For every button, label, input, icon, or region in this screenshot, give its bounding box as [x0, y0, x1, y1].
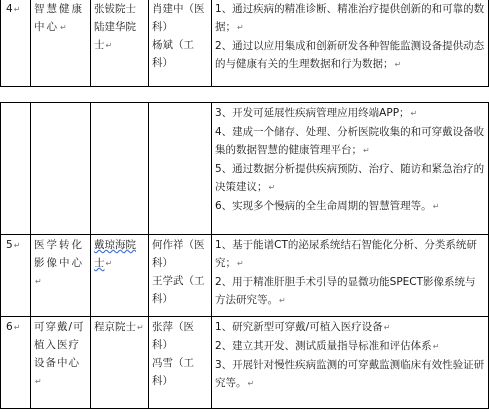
task-item: 2、通过以应用集成和创新研发各种智能监测设备提供动态的与健康有关的生理数据和行为数据；↵: [215, 40, 485, 70]
task-item: 1、研究新型可穿戴/可植入医疗设备↵: [215, 321, 391, 333]
plan-table-part-2: [0, 102, 489, 409]
center-name: 医学转化影像中心↵: [31, 235, 91, 317]
table-segment-2: [0, 102, 489, 409]
table-row: [1, 0, 489, 87]
table-segment-1: [0, 0, 489, 87]
row-number-empty: [1, 103, 31, 235]
table-row: [1, 235, 489, 317]
academician-leaders-empty: [91, 103, 149, 235]
center-name: 可穿戴/可植入医疗设备中心↵: [31, 317, 91, 409]
academician-leaders: 程京院士↵: [91, 317, 149, 409]
row-number: 5↵: [1, 235, 31, 317]
tasks-cell: [212, 235, 489, 317]
task-item: 6、实现多个慢病的全生命周期的智慧管理等。↵: [215, 200, 440, 212]
academician-leaders: 张钹院士 陆建华院士↵: [91, 0, 149, 87]
row-number: 4↵: [1, 0, 31, 87]
principal-investigators: [149, 235, 212, 317]
academician-leaders: 戴琼海院士↵: [91, 235, 149, 317]
tasks-cell: [212, 317, 489, 409]
principal-investigators: [149, 317, 212, 409]
center-name: 智慧健康中心↵: [31, 0, 91, 87]
task-item: 1、基于能谱CT的泌尿系统结石智能化分析、分类系统研究；↵: [215, 239, 477, 269]
task-item: 3、开展针对慢性疾病监测的可穿戴监测临床有效性验证研究等。↵: [215, 359, 485, 389]
task-item: 2、用于精准肝胆手术引导的显微功能SPECT影像系统与方法研究等。↵: [215, 276, 476, 306]
pi-medical: 何作祥（医科）: [152, 239, 205, 269]
principal-investigators: [149, 0, 212, 87]
task-item: 3、开发可延展性疾病管理应用终端APP；↵: [215, 107, 418, 119]
pi-engineering: 王学武（工科）: [152, 275, 205, 305]
task-item: 1、通过疾病的精准诊断、精准治疗提供创新的和可靠的数据；↵: [215, 3, 485, 33]
tasks-cell: [212, 103, 489, 235]
task-item: 5、通过数据分析提供疾病预防、治疗、随访和紧急治疗的决策建议；↵: [215, 163, 485, 193]
principal-investigators-empty: [149, 103, 212, 235]
pi-engineering: 冯雪（工科）: [152, 357, 194, 387]
center-name-empty: [31, 103, 91, 235]
pi-medical: 肖建中（医科）: [152, 3, 205, 33]
pi-engineering: 杨斌（工科）: [152, 39, 194, 69]
task-item: 4、建成一个储存、处理、分析医院收集的和可穿戴设备收集的数据智慧的健康管理平台；↵: [215, 126, 485, 156]
table-row: [1, 317, 489, 409]
row-number: 6↵: [1, 317, 31, 409]
task-item: 2、建立其开发、测试质量指导标准和评估体系↵: [215, 340, 440, 352]
pi-medical: 张萍（医科）: [152, 321, 194, 351]
plan-table-part-1: [0, 0, 489, 87]
table-row: [1, 103, 489, 235]
tasks-cell: [212, 0, 489, 87]
